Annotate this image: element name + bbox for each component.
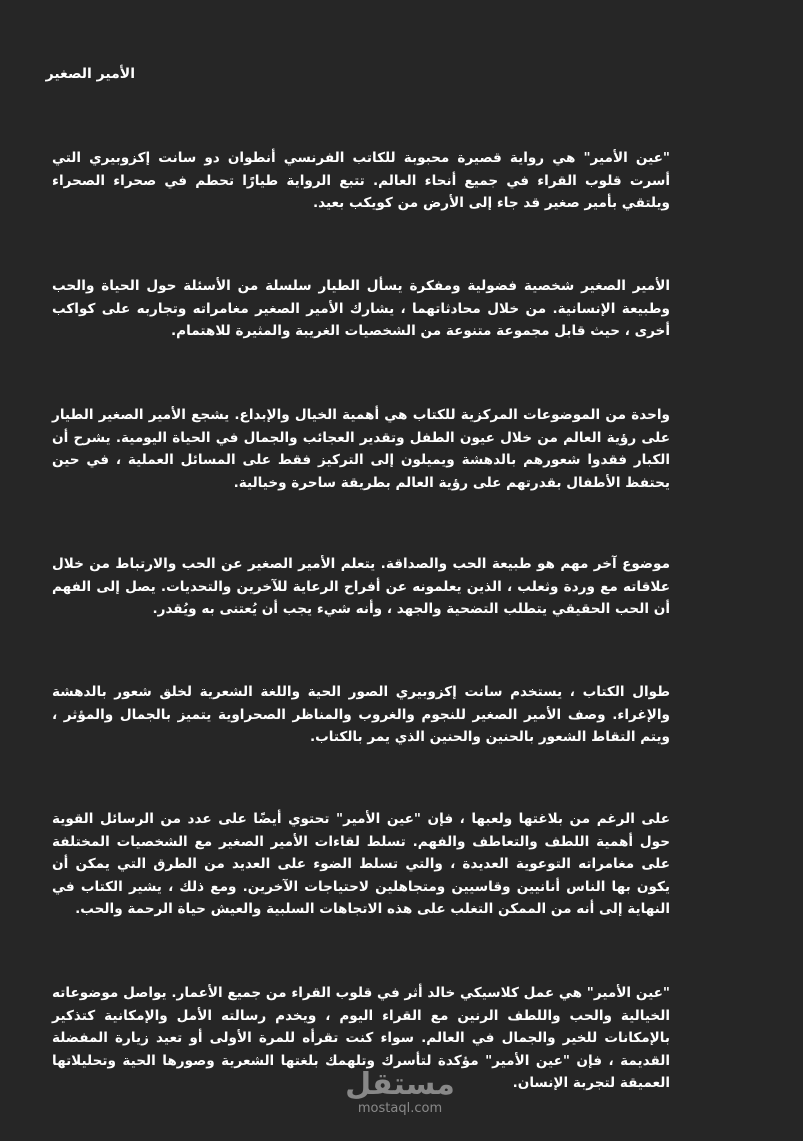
paragraph-2: الأمير الصغير شخصية فضولية ومفكرة يسأل الطيار سلسلة من الأسئلة حول الحياة والحب وطبيعة الإنسانية. من خلال محادثاتهما ، يشارك الأمير الصغير مغامراته وتجاربه على كواكب أخرى ، حيث قابل مجموعة متنوعة من الشخصيات الغريبة والمثيرة للاهتمام. <box>52 278 670 339</box>
page-title: الأمير الصغير <box>45 66 135 82</box>
paragraph-4: موضوع آخر مهم هو طبيعة الحب والصداقة. يتعلم الأمير الصغير عن الحب والارتباط من خلال علاقاته مع وردة وثعلب ، الذين يعلمونه عن أفراح الرعاية للآخرين والتحديات. يصل إلى الفهم أن الحب الحقيقي يتطلب التضحية والجهد ، وأنه شيء يجب أن يُعتنى به ويُقدر. <box>52 556 670 617</box>
paragraph-3: واحدة من الموضوعات المركزية للكتاب هي أهمية الخيال والإبداع. يشجع الأمير الصغير الطيار على رؤية العالم من خلال عيون الطفل وتقدير العجائب والجمال في الحياة اليومية. يشرح أن الكبار فقدوا شعورهم بالدهشة ويميلون إلى التركيز فقط على المسائل العملية ، في حين يحتفظ الأطفال بقدرتهم على رؤية العالم بطريقة ساحرة وخيالية. <box>52 407 670 491</box>
watermark-url: mostaql.com <box>357 1101 443 1116</box>
paragraph-1: "عين الأمير" هي رواية قصيرة محبوبة للكاتب الفرنسي أنطوان دو سانت إكزوبيري التي أسرت قلوب القراء في جميع أنحاء العالم. تتبع الرواية طيارًا تحطم في صحراء الصحراء ويلتقي بأمير صغير قد جاء إلى الأرض من كويكب بعيد. <box>52 150 670 211</box>
paragraph-6: على الرغم من بلاغتها ولعبها ، فإن "عين الأمير" تحتوي أيضًا على عدد من الرسائل القوية حول أهمية اللطف والتعاطف والفهم. تسلط لقاءات الأمير الصغير مع الشخصيات المختلفة على مغامراته التوعوية العديدة ، والتي تسلط الضوء على العديد من الطرق التي يمكن أن يكون بها الناس أنانيين وقاسيين ومتجاهلين لاحتياجات الآخرين. ومع ذلك ، يشير الكتاب في النهاية إلى أنه من الممكن التغلب على هذه الاتجاهات السلبية والعيش حياة الرحمة والحب. <box>52 811 670 917</box>
mostaql-watermark <box>340 1068 460 1116</box>
paragraph-7: "عين الأمير" هي عمل كلاسيكي خالد أثر في قلوب القراء من جميع الأعمار. يواصل موضوعاته الخيالية والحب واللطف الرنين مع القراء اليوم ، ويخدم رسالته الأمل والإمكانية كتذكير بالإمكانات للخير والجمال في العالم. سواء كنت تقرأه للمرة الأولى أو تعيد زيارة المفضلة القديمة ، فإن "عين الأمير" مؤكدة لتأسرك وتلهمك بلغتها الشعرية وصورها الحية وتحليلاتها العميقة لتجربة الإنسان. <box>52 985 670 1091</box>
watermark-logo-text: مستقل <box>345 1067 455 1102</box>
paragraph-5: طوال الكتاب ، يستخدم سانت إكزوبيري الصور الحية واللغة الشعرية لخلق شعور بالدهشة والإغراء. وصف الأمير الصغير للنجوم والغروب والمناظر الصحراوية يتميز بالجمال والمؤثر ، ويتم التقاط الشعور بالحنين والحنين الذي يمر بالكتاب. <box>52 684 670 745</box>
